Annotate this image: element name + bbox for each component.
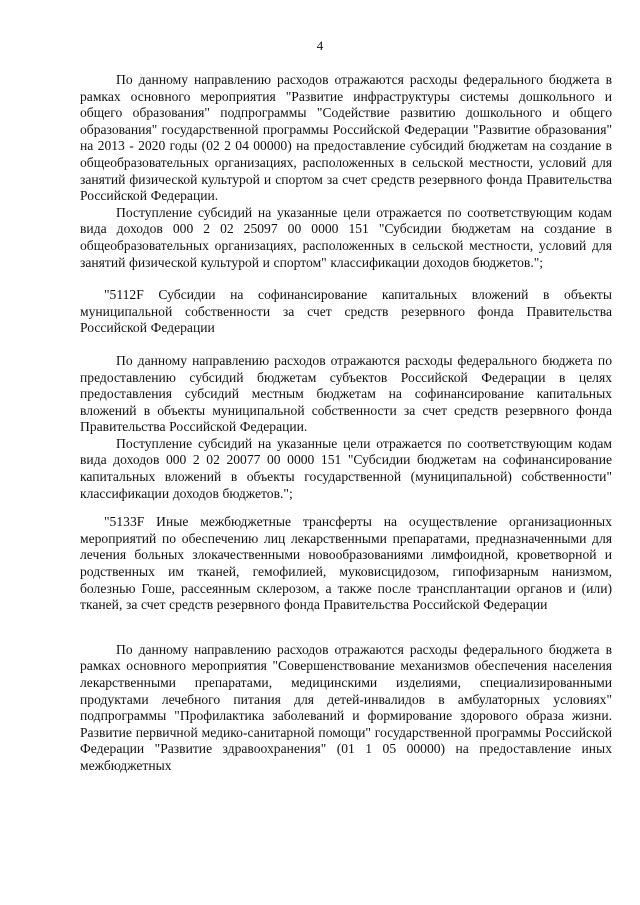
paragraph-5112f-expenses: По данному направлению расходов отражаются расходы федерального бюджета по предоставлению субсидий бюджетам субъектов Российской Федерации в целях предоставления субсидий местным бюджетам на софинансирование капитальных вложений в объекты муниципальной собственности за счет средств резервного фонда Правительства Российской Федерации. — [80, 352, 612, 435]
section-heading-5133f: "5133F Иные межбюджетные трансферты на осуществление организационных мероприятий по обеспечению лиц лекарственными препаратами, предназначенными для лечения больных злокачественными новообразованиями лимфоидной, кроветворной и родственных им тканей, гемофилией, муковисцидозом, гипофизарным нанизмом, болезнью Гоше, рассеянным склерозом, а также после трансплантации органов и (или) тканей, за счет средств резервного фонда Правительства Российской Федерации — [80, 514, 612, 613]
paragraph-5133f-expenses: По данному направлению расходов отражаются расходы федерального бюджета в рамках основного мероприятия "Совершенствование механизмов обеспечения населения лекарственными препаратами, медицинскими изделиями, специализированными продуктами лечебного питания для детей-инвалидов в амбулаторных условиях" подпрограммы "Профилактика заболеваний и формирование здорового образа жизни. Развитие первичной медико-санитарной помощи" государственной программы Российской Федерации "Развитие здравоохранения" (01 1 05 00000) на предоставление иных межбюджетных — [80, 641, 612, 773]
paragraph-5097-expenses: По данному направлению расходов отражаются расходы федерального бюджета в рамках основного мероприятия "Развитие инфраструктуры системы дошкольного и общего образования" подпрограммы "Содействие развитию дошкольного и общего образования" государственной программы Российской Федерации "Развитие образования" на 2013 - 2020 годы (02 2 04 00000) на предоставление субсидий бюджетам на создание в общеобразовательных организациях, расположенных в сельской местности, условий для занятий физической культурой и спортом за счет средств резервного фонда Правительства Российской Федерации. — [80, 72, 612, 204]
paragraph-5112f-revenue: Поступление субсидий на указанные цели отражается по соответствующим кодам вида доходов 000 2 02 20077 00 0000 151 "Субсидии бюджетам на софинансирование капитальных вложений в объекты государственной (муниципальной) собственности" классификации доходов бюджетов."; — [80, 435, 612, 501]
document-body — [80, 72, 612, 775]
section-heading-5112f: "5112F Субсидии на софинансирование капитальных вложений в объекты муниципальной собственности за счет средств резервного фонда Правительства Российской Федерации — [80, 287, 612, 336]
page-number: 4 — [316, 38, 324, 53]
paragraph-5097-revenue: Поступление субсидий на указанные цели отражается по соответствующим кодам вида доходов 000 2 02 25097 00 0000 151 "Субсидии бюджетам на создание в общеобразовательных организациях, расположенных в сельской местности, условий для занятий физической культурой и спортом" классификации доходов бюджетов."; — [80, 204, 612, 270]
